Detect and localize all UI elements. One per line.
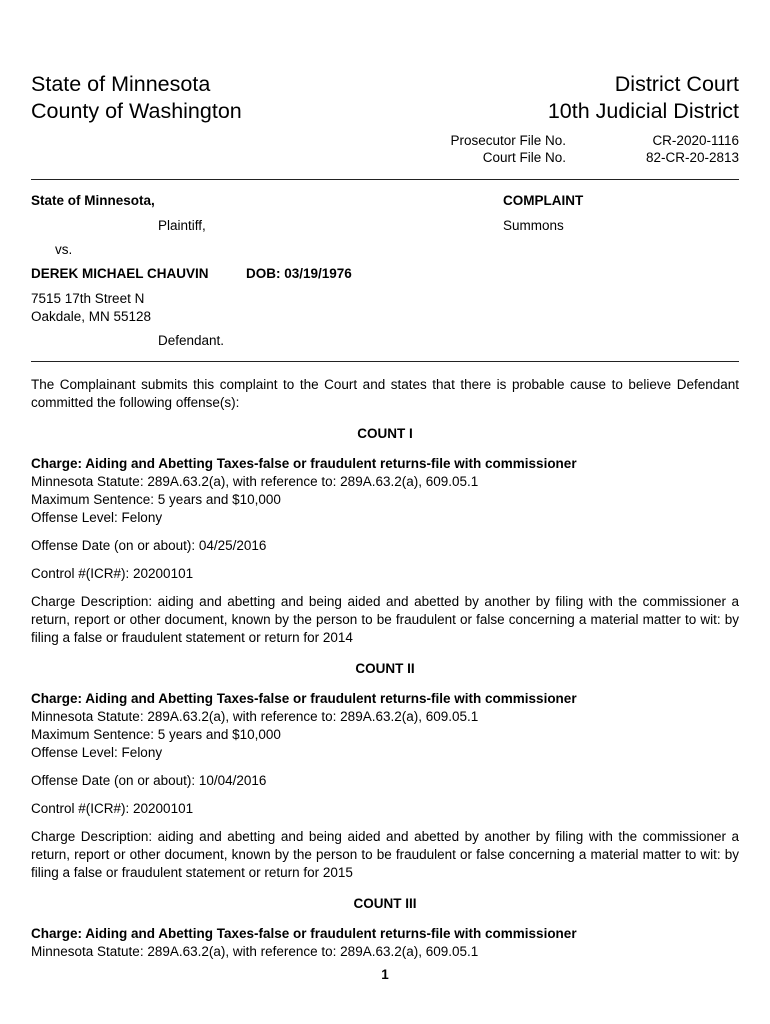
court-title: District Court: [614, 72, 739, 96]
court-file-label: Court File No.: [482, 150, 566, 165]
count-charge: Charge: Aiding and Abetting Taxes-false or fraudulent returns-file with commissioner: [31, 456, 577, 471]
count-description: Charge Description: aiding and abetting and being aided and abetted by another by filing with the commissioner a return, report or other document, known by the person to be fraudulent or false concerning a material matter to wit: by filing a false or fraudulent statement or return for 2015: [31, 829, 739, 880]
header-divider: [31, 179, 739, 180]
count-control-number: Control #(ICR#): 20200101: [31, 566, 194, 581]
district-title: 10th Judicial District: [547, 99, 739, 123]
versus: vs.: [55, 242, 73, 257]
count-heading: COUNT III: [353, 896, 417, 911]
summons-label: Summons: [503, 218, 564, 233]
court-file-value: 82-CR-20-2813: [645, 150, 739, 165]
plaintiff-name: State of Minnesota,: [31, 193, 155, 208]
count-heading: COUNT II: [355, 661, 415, 676]
count-statute: Minnesota Statute: 289A.63.2(a), with reference to: 289A.63.2(a), 609.05.1: [31, 474, 479, 489]
defendant-address-line1: 7515 17th Street N: [31, 291, 145, 306]
count-statute: Minnesota Statute: 289A.63.2(a), with reference to: 289A.63.2(a), 609.05.1: [31, 709, 479, 724]
prosecutor-file-value: CR-2020-1116: [652, 133, 739, 148]
county-title: County of Washington: [31, 99, 242, 123]
count-control-number: Control #(ICR#): 20200101: [31, 801, 194, 816]
defendant-dob: DOB: 03/19/1976: [246, 266, 352, 281]
count-offense-level: Offense Level: Felony: [31, 745, 163, 760]
plaintiff-role: Plaintiff,: [158, 218, 206, 233]
count-offense-date: Offense Date (on or about): 04/25/2016: [31, 538, 267, 553]
defendant-role: Defendant.: [158, 333, 225, 348]
count-statute: Minnesota Statute: 289A.63.2(a), with reference to: 289A.63.2(a), 609.05.1: [31, 944, 479, 959]
count-description: Charge Description: aiding and abetting and being aided and abetted by another by filing with the commissioner a return, report or other document, known by the person to be fraudulent or false concerning a material matter to wit: by filing a false or fraudulent statement or return for 2014: [31, 594, 739, 645]
count-heading: COUNT I: [357, 426, 413, 441]
count-offense-level: Offense Level: Felony: [31, 510, 163, 525]
complaint-heading: COMPLAINT: [503, 193, 584, 208]
defendant-name: DEREK MICHAEL CHAUVIN: [31, 266, 209, 281]
defendant-address-line2: Oakdale, MN 55128: [31, 309, 152, 324]
state-title: State of Minnesota: [31, 72, 211, 96]
count-sentence: Maximum Sentence: 5 years and $10,000: [31, 492, 281, 507]
page-number: 1: [381, 967, 389, 982]
caption-divider: [31, 361, 739, 362]
prosecutor-file-label: Prosecutor File No.: [450, 133, 566, 148]
count-charge: Charge: Aiding and Abetting Taxes-false or fraudulent returns-file with commissioner: [31, 691, 577, 706]
count-sentence: Maximum Sentence: 5 years and $10,000: [31, 727, 281, 742]
count-offense-date: Offense Date (on or about): 10/04/2016: [31, 773, 267, 788]
intro-paragraph: The Complainant submits this complaint to the Court and states that there is probable cause to believe Defendant committed the following offense(s):: [31, 377, 739, 410]
count-charge: Charge: Aiding and Abetting Taxes-false or fraudulent returns-file with commissioner: [31, 926, 577, 941]
